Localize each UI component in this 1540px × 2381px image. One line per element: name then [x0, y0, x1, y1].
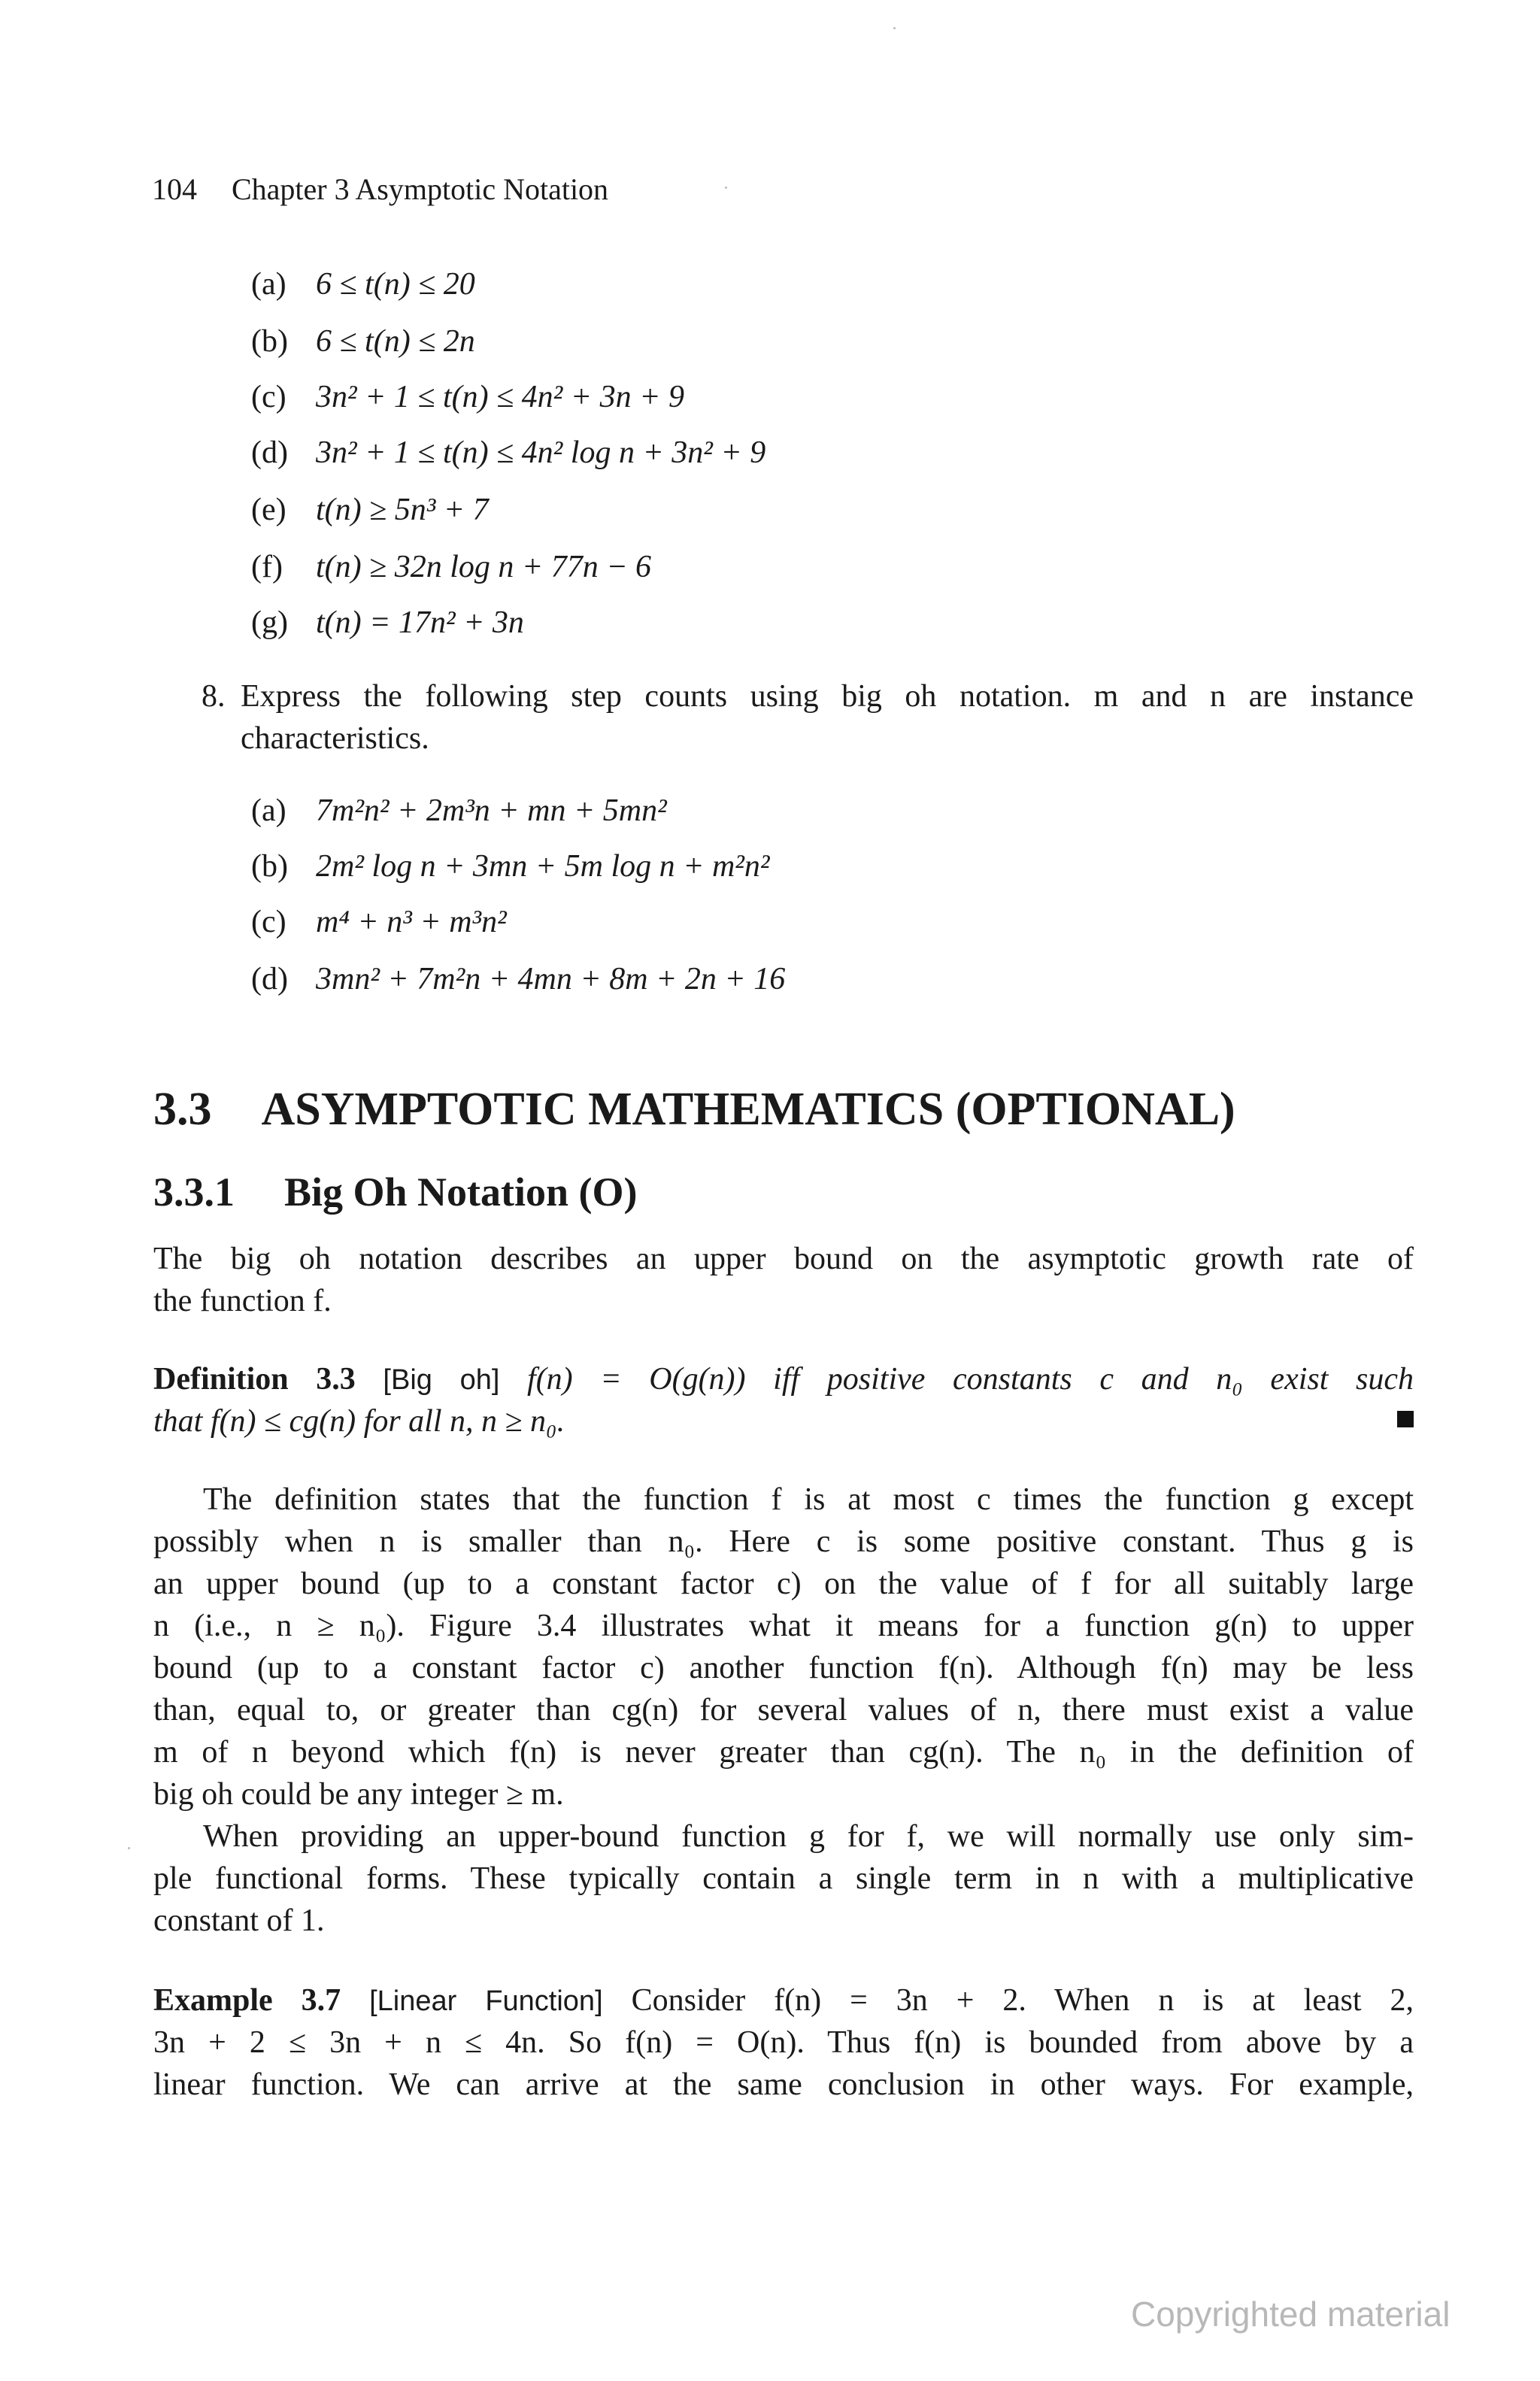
- example-text: 3n + 2 ≤ 3n + n ≤ 4n. So f(n) = O(n). Thus f(n) is bounded from above by a: [153, 2025, 1414, 2060]
- exercise-8: [202, 675, 1414, 760]
- definition-text: that f(n) ≤ cg(n) for all n, n ≥ n₀.: [153, 1404, 565, 1439]
- section-heading: 3.3 ASYMPTOTIC MATHEMATICS (OPTIONAL): [153, 1084, 1235, 1135]
- end-of-definition-mark: [1397, 1411, 1414, 1427]
- running-title: Chapter 3 Asymptotic Notation: [232, 172, 609, 206]
- example-head: Example 3.7: [153, 1983, 341, 2018]
- list-item: (d) 3mn² + 7m²n + 4mn + 8m + 2n + 16: [251, 962, 786, 996]
- list-item: (e) t(n) ≥ 5n³ + 7: [251, 493, 489, 527]
- list-item: (f) t(n) ≥ 32n log n + 77n − 6: [251, 550, 652, 584]
- scan-speck: [128, 1847, 130, 1849]
- scan-speck: [893, 27, 896, 29]
- list-item: (b) 2m² log n + 3mn + 5m log n + m²n²: [251, 849, 770, 884]
- list-item: (c) m⁴ + n³ + m³n²: [251, 905, 507, 939]
- list-item: (a) 6 ≤ t(n) ≤ 20: [251, 267, 475, 302]
- definition-block: [153, 1358, 1414, 1442]
- list-item: (g) t(n) = 17n² + 3n: [251, 605, 524, 640]
- page-header: [152, 171, 608, 207]
- page-number: 104: [152, 172, 197, 206]
- definition-head: Definition 3.3: [153, 1362, 356, 1397]
- definition-tag: [Big oh]: [383, 1364, 500, 1396]
- intro-paragraph: The big oh notation describes an upper bound on the asymptotic growth rate of the function f.: [153, 1242, 1414, 1318]
- definition-text: f(n) = O(g(n)) iff positive constants c and n₀ exist such: [527, 1362, 1414, 1397]
- list-item: (b) 6 ≤ t(n) ≤ 2n: [251, 324, 475, 359]
- body-paragraph: The definition states that the function f is at most c times the function g except possibly when n is smaller than n₀. Here c is some positive constant. Thus g is an upper bound (up to a constant factor c) on the value of f for all suitably large n (i.e., n ≥ n₀). Figure 3.4 illustrates what it means for a function g(n) to upper bound (up to a constant factor c) another function f(n). Although f(n) may be less than, equal to, or greater than cg(n) for several values of n, there must exist a value m of n beyond which f(n) is never greater than cg(n). The n₀ in the definition of big oh could be any integer ≥ m.: [153, 1482, 1414, 1812]
- scan-speck: [725, 187, 727, 189]
- exercise-number: 8.: [202, 679, 226, 714]
- example-text: Consider f(n) = 3n + 2. When n is at least 2,: [631, 1983, 1414, 2018]
- list-item: (c) 3n² + 1 ≤ t(n) ≤ 4n² + 3n + 9: [251, 380, 684, 414]
- subsection-heading: 3.3.1 Big Oh Notation (O): [153, 1169, 638, 1215]
- exercise-text: Express the following step counts using big oh notation. m and n are instance: [241, 679, 1414, 714]
- example-text: linear function. We can arrive at the same conclusion in other ways. For example,: [153, 2067, 1414, 2102]
- example-block: [153, 1979, 1414, 2106]
- list-item: (a) 7m²n² + 2m³n + mn + 5mn²: [251, 793, 667, 828]
- example-tag: [Linear Function]: [369, 1985, 603, 2017]
- copyright-watermark: Copyrighted material: [1131, 2295, 1451, 2334]
- body-paragraph: When providing an upper-bound function g for f, we will normally use only sim- ple functional forms. These typically contain a single term in n with a multiplicative constant of 1.: [153, 1819, 1414, 1938]
- list-item: (d) 3n² + 1 ≤ t(n) ≤ 4n² log n + 3n² + 9: [251, 435, 766, 470]
- exercise-text: characteristics.: [241, 721, 429, 756]
